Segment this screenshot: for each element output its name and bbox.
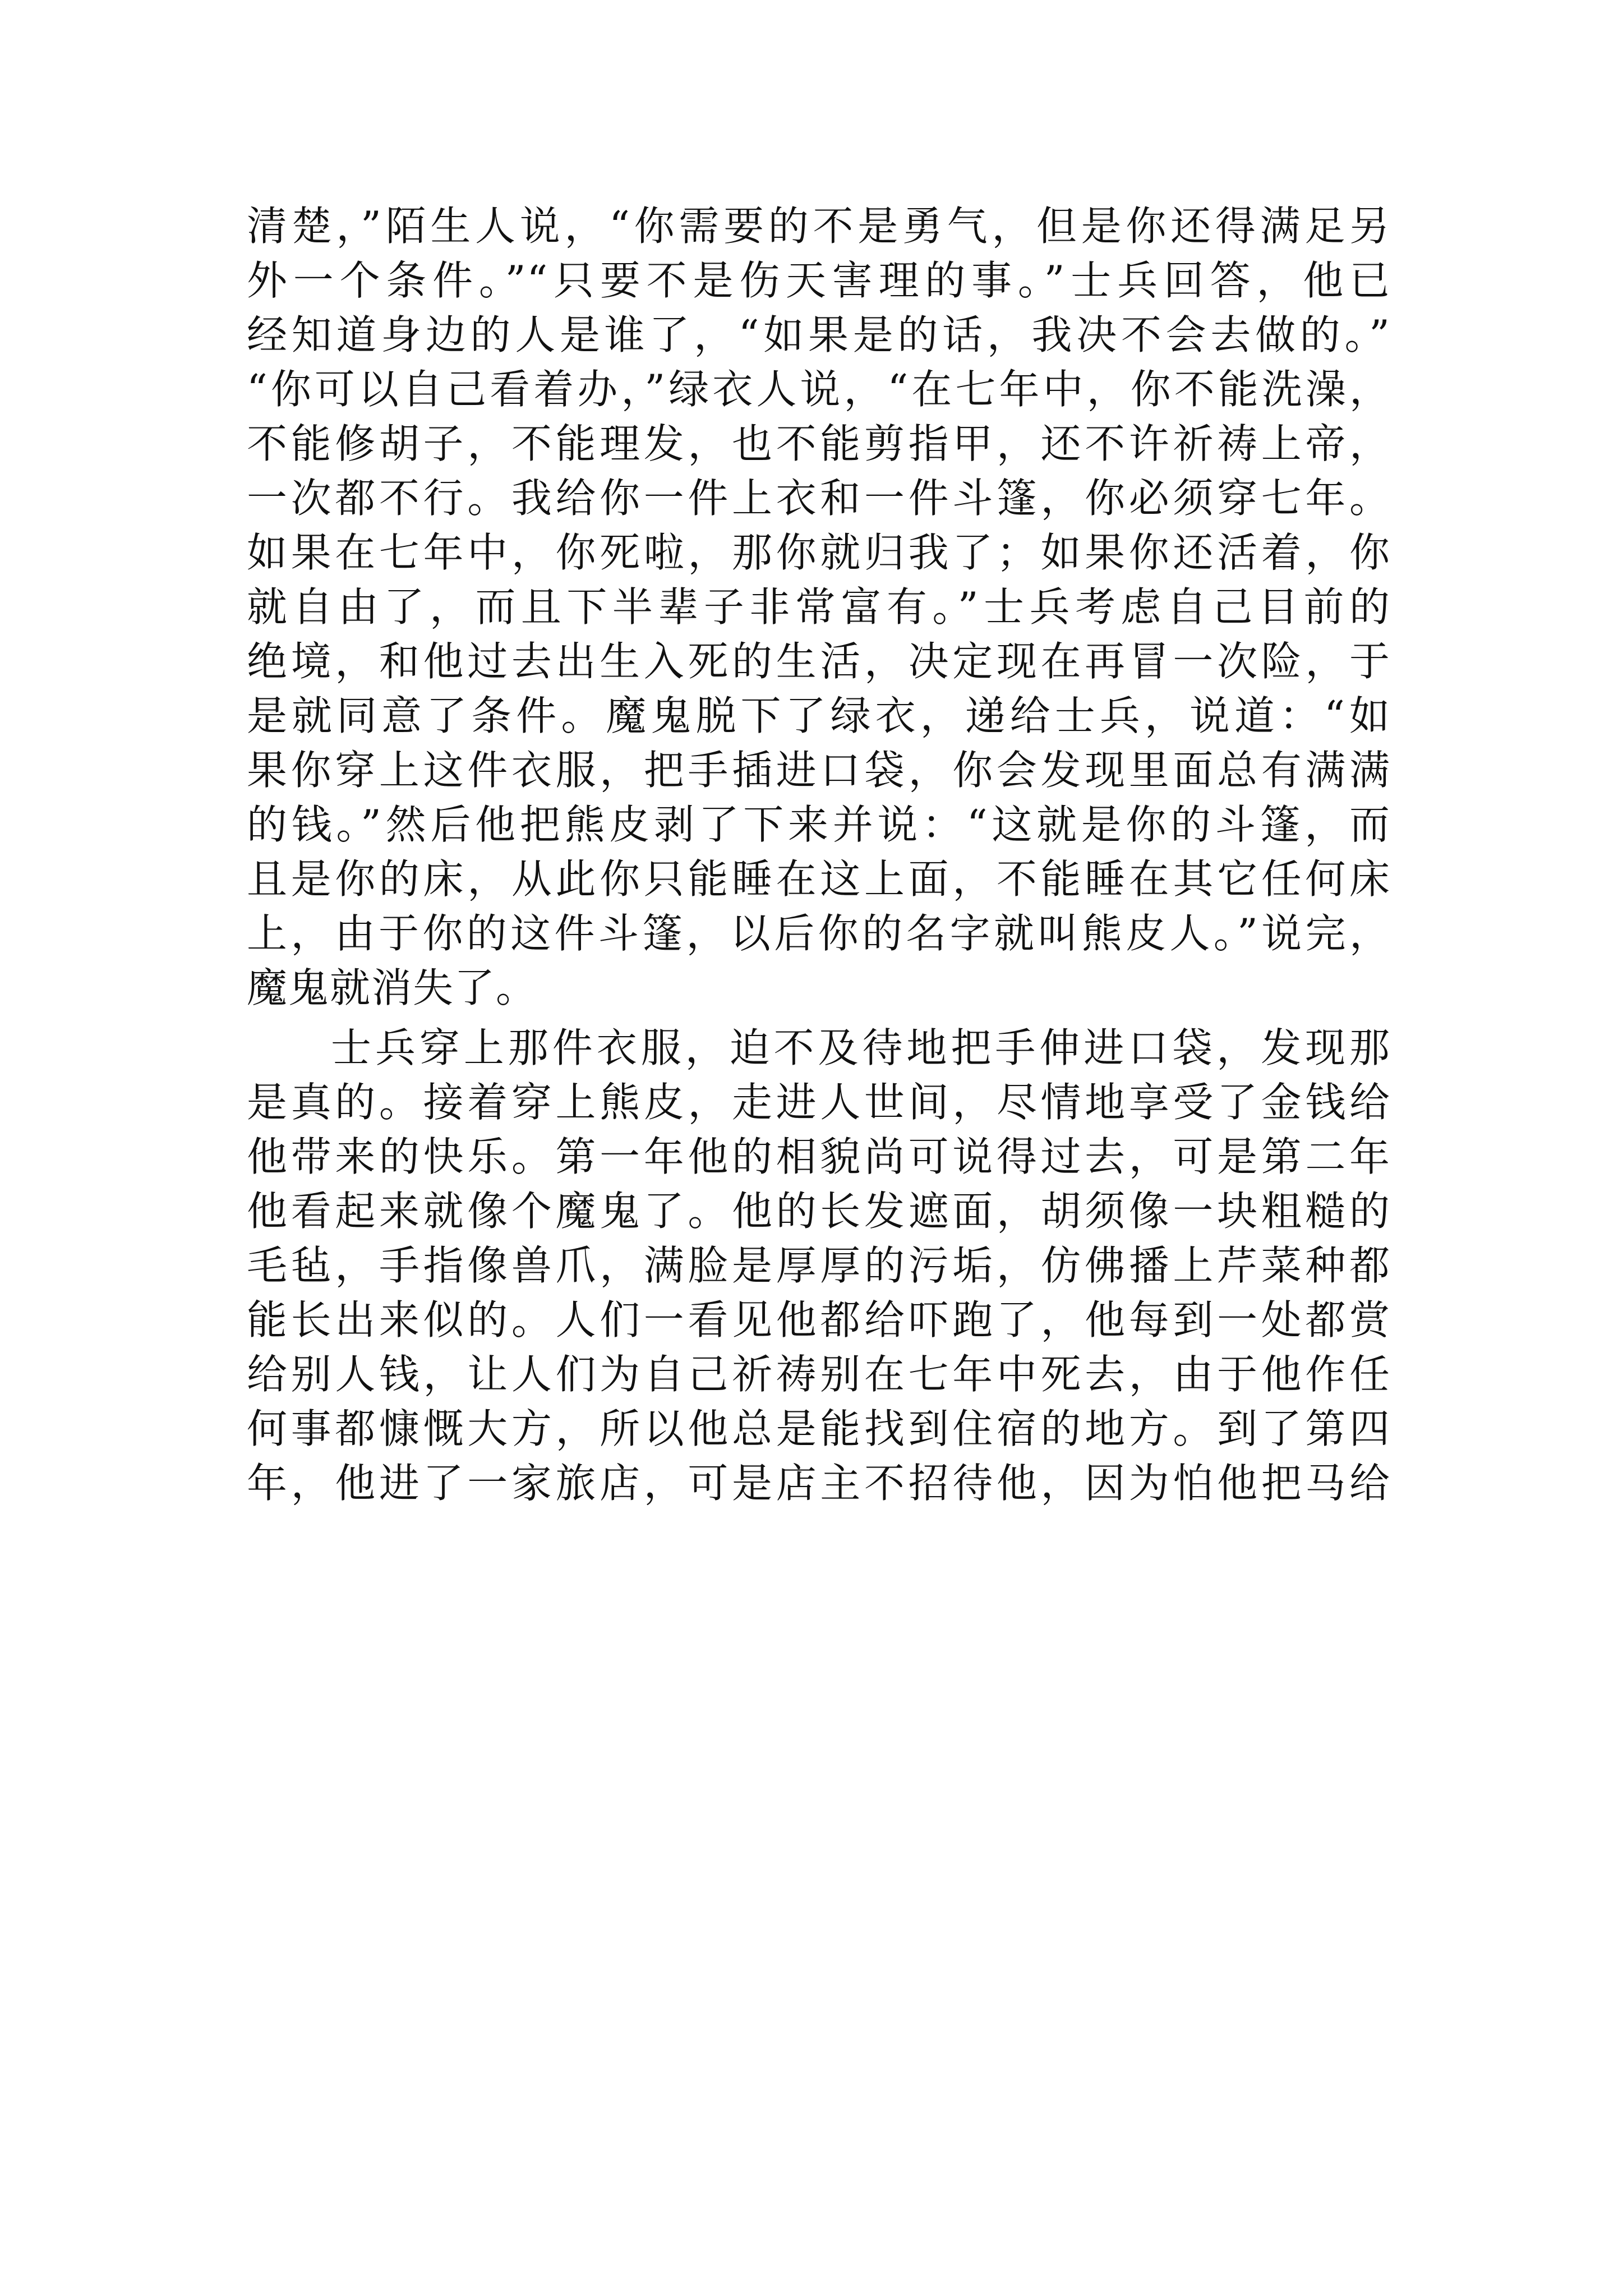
- text-line: 的钱。”然后他把熊皮剥了下来并说：“这就是你的斗篷，而: [247, 801, 1391, 848]
- text-line: 经知道身边的人是谁了，“如果是的话，我决不会去做的。”: [247, 311, 1391, 358]
- paragraph-gap: [247, 1015, 1391, 1021]
- text-line: 且是你的床，从此你只能睡在这上面，不能睡在其它任何床: [247, 855, 1391, 903]
- paragraph-1: [247, 199, 1391, 1015]
- text-line: 能长出来似的。人们一看见他都给吓跑了，他每到一处都赏: [247, 1296, 1391, 1343]
- text-line: 魔鬼就消失了。: [247, 964, 538, 1011]
- text-line: 士兵穿上那件衣服，迫不及待地把手伸进口袋，发现那: [331, 1024, 1391, 1071]
- text-line: 不能修胡子，不能理发，也不能剪指甲，还不许祈祷上帝，: [247, 420, 1391, 467]
- text-line: 年，他进了一家旅店，可是店主不招待他，因为怕他把马给: [247, 1460, 1391, 1507]
- text-line: 毛毡，手指像兽爪，满脸是厚厚的污垢，仿佛播上芹菜种都: [247, 1242, 1391, 1289]
- text-line: 外一个条件。”“只要不是伤天害理的事。”士兵回答，他已: [247, 257, 1391, 304]
- story-text: [247, 199, 1391, 1511]
- text-line: 就自由了，而且下半辈子非常富有。”士兵考虑自己目前的: [247, 583, 1391, 631]
- text-line: 果你穿上这件衣服，把手插进口袋，你会发现里面总有满满: [247, 747, 1391, 794]
- text-line: 是真的。接着穿上熊皮，走进人世间，尽情地享受了金钱给: [247, 1079, 1391, 1126]
- text-line: 给别人钱，让人们为自己祈祷别在七年中死去，由于他作任: [247, 1351, 1391, 1398]
- text-line: 如果在七年中，你死啦，那你就归我了；如果你还活着，你: [247, 529, 1391, 576]
- text-line: 清楚，”陌生人说，“你需要的不是勇气，但是你还得满足另: [247, 203, 1391, 250]
- text-line: 是就同意了条件。魔鬼脱下了绿衣，递给士兵，说道：“如: [247, 692, 1391, 739]
- text-line: 上，由于你的这件斗篷，以后你的名字就叫熊皮人。”说完，: [247, 910, 1391, 957]
- text-line: 他看起来就像个魔鬼了。他的长发遮面，胡须像一块粗糙的: [247, 1188, 1391, 1235]
- text-line: 他带来的快乐。第一年他的相貌尚可说得过去，可是第二年: [247, 1133, 1391, 1180]
- paragraph-2: [247, 1021, 1391, 1511]
- text-line: “你可以自己看着办，”绿衣人说，“在七年中，你不能洗澡，: [247, 366, 1391, 413]
- text-line: 何事都慷慨大方，所以他总是能找到住宿的地方。到了第四: [247, 1405, 1391, 1452]
- text-line: 一次都不行。我给你一件上衣和一件斗篷，你必须穿七年。: [247, 475, 1391, 522]
- text-line: 绝境，和他过去出生入死的生活，决定现在再冒一次险，于: [247, 638, 1391, 685]
